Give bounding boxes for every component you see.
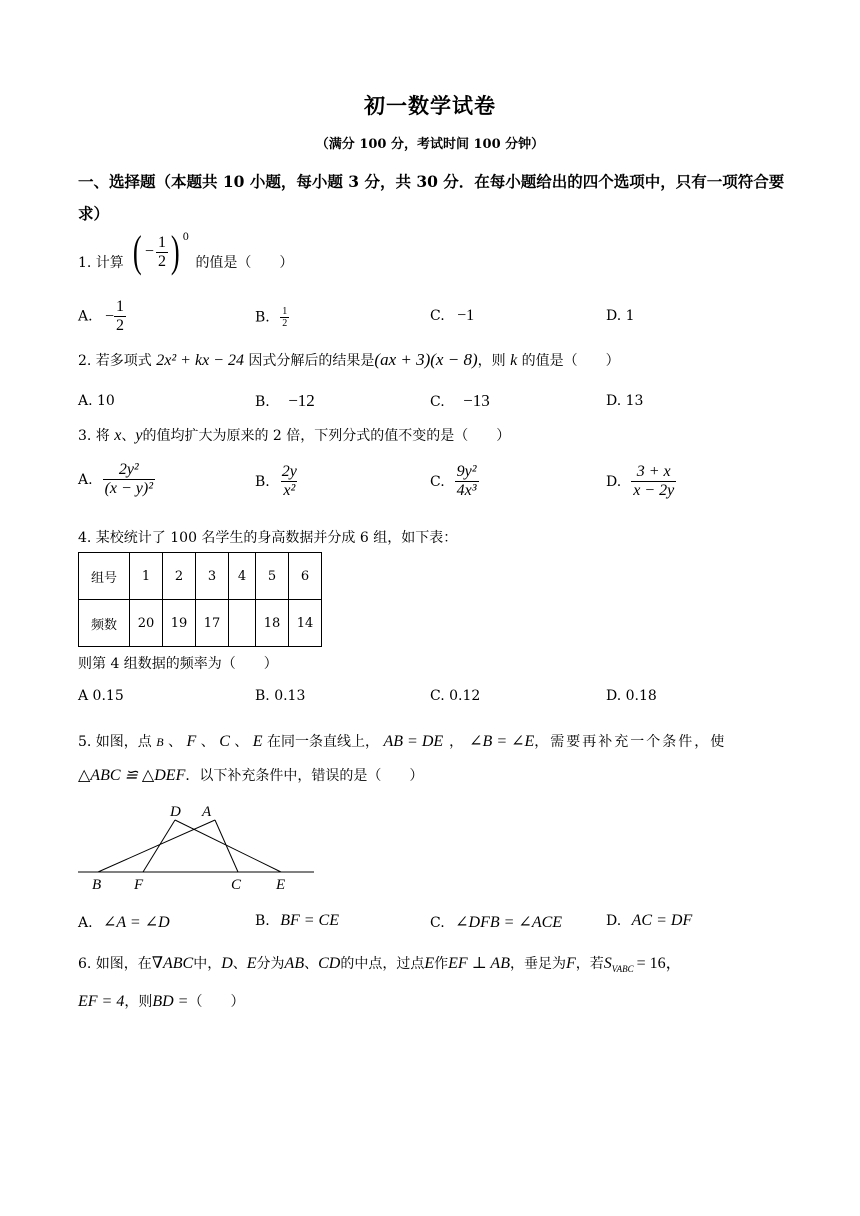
question-4: 4. 某校统计了 100 名学生的身高数据并分成 6 组，如下表：	[78, 530, 458, 546]
label-f: F	[134, 877, 144, 893]
question-1-suffix: 的值是（ ）	[195, 255, 294, 271]
option-label: B.	[255, 473, 270, 490]
q2-c-value: −13	[463, 391, 490, 410]
q6-prefix: 6. 如图，在	[78, 956, 152, 972]
q5-point-c: C	[219, 733, 230, 750]
option-label: C.	[430, 473, 445, 490]
option-label: A.	[78, 308, 93, 325]
q6-sep: 、	[232, 956, 247, 972]
q5-point-e: E	[252, 733, 263, 750]
q1-option-b	[255, 306, 289, 329]
option-label: A.	[78, 915, 93, 931]
q1-expr-numerator: 1	[157, 233, 166, 251]
page-subtitle: （满分 100 分，考试时间 100 分钟）	[315, 137, 545, 152]
q1-option-a: A. − $\frac{1}{2}$	[78, 298, 125, 334]
q6-point-d: D	[221, 955, 233, 972]
table-cell: 5	[256, 553, 289, 600]
q6-point-f: F	[565, 955, 576, 972]
q3-c-numerator: 9y²	[456, 463, 477, 480]
question-5-line-2	[78, 765, 423, 785]
q6-triangle: ∇ABC	[151, 955, 194, 972]
q3-a-denominator: (x − y)²	[104, 480, 154, 497]
q3-y: y	[135, 427, 143, 444]
q3-option-c	[430, 463, 479, 500]
q5-condition-1: AB = DE	[383, 733, 444, 750]
q5-d-value: AC = DF	[631, 912, 693, 929]
question-3-suffix: 的值均扩大为原来的 2 倍，下列分式的值不变的是（ ）	[142, 428, 511, 444]
q2-k: k	[510, 352, 518, 369]
q5-b-value: BF = CE	[280, 912, 339, 929]
table-cell: 18	[256, 600, 289, 647]
q6-cd: CD	[318, 955, 341, 972]
table-cell: 2	[163, 553, 196, 600]
table-cell: 4	[229, 553, 256, 600]
q3-a-numerator: 2y²	[118, 461, 139, 478]
question-1-expression: ( − $\frac{1}{2}$ ) $^0$	[133, 227, 189, 276]
table-cell: 6	[289, 553, 322, 600]
q3-option-d	[606, 463, 676, 500]
q6-then: ，则	[124, 994, 153, 1010]
q6-draw: 作	[434, 956, 449, 972]
q6-mid: 的中点，过点	[340, 956, 425, 972]
table-row	[79, 553, 322, 600]
segment-ac	[215, 820, 238, 872]
q6-if: ，若	[575, 956, 604, 972]
frequency-table	[78, 552, 322, 647]
q6-ab: AB	[284, 955, 305, 972]
question-1-prefix: 1. 计算	[78, 255, 124, 271]
q4-option-b: B. 0.13	[255, 688, 306, 704]
label-c: C	[231, 877, 242, 893]
q6-area-value: = 16，	[636, 955, 682, 972]
q3-x: x	[114, 427, 122, 444]
table-cell: 19	[163, 600, 196, 647]
q5-line2-suffix: ．以下补充条件中，错误的是（ ）	[185, 768, 424, 784]
q5-sep: 、	[200, 734, 215, 750]
q3-b-denominator: x²	[283, 482, 296, 499]
q5-option-c	[430, 912, 562, 932]
q3-separator: 、	[121, 428, 136, 444]
question-2-then: ，则	[477, 353, 506, 369]
q5-condition-2: ∠B = ∠E	[469, 733, 535, 750]
q5-c-value: ∠DFB = ∠ACE	[455, 914, 563, 931]
q1-c-value: −1	[457, 307, 475, 324]
question-6-line-2	[78, 991, 244, 1011]
label-b: B	[92, 877, 102, 893]
q5-comma: ，	[449, 734, 464, 750]
q5-mid: 在同一条直线上，	[267, 734, 380, 750]
q3-b-numerator: 2y	[281, 463, 297, 480]
q2-option-c	[430, 391, 490, 411]
question-3	[78, 425, 510, 445]
q2-option-b	[255, 391, 315, 411]
q3-option-b	[255, 463, 299, 500]
q1-b-denominator: 2	[282, 318, 288, 329]
table-cell: 3	[196, 553, 229, 600]
q1-option-d: D. 1	[606, 308, 635, 324]
option-label: D.	[606, 913, 622, 929]
q5-sep: 、	[234, 734, 249, 750]
q5-prefix: 5. 如图，点	[78, 734, 152, 750]
q1-expr-denominator: 2	[157, 252, 166, 270]
option-label: C.	[430, 394, 445, 410]
q5-point-f: F	[186, 733, 197, 750]
table-header-frequency: 频数	[79, 600, 130, 647]
q6-sep: 、	[304, 956, 319, 972]
option-label: D.	[606, 473, 622, 490]
table-cell: 17	[196, 600, 229, 647]
q2-option-a: A. 10	[78, 393, 115, 409]
question-2-suffix: 的值是（ ）	[521, 353, 620, 369]
q4-option-a: A 0.15	[78, 688, 124, 704]
q5-option-a	[78, 912, 170, 932]
q6-foot: ，垂足为	[509, 956, 566, 972]
q2-option-d: D. 13	[606, 393, 644, 409]
q5-point-b: B	[156, 735, 164, 749]
question-2	[78, 350, 620, 370]
q6-are: 分为	[256, 956, 285, 972]
q6-in: 中，	[193, 956, 222, 972]
question-6-line-1	[78, 950, 682, 974]
table-header-group: 组号	[79, 553, 130, 600]
q1-exponent: 0	[182, 232, 189, 243]
option-label: B.	[255, 309, 270, 326]
q6-perpendicular: EF ⊥ AB	[448, 955, 510, 972]
table-cell: 1	[130, 553, 163, 600]
q2-polynomial: 2x² + kx − 24	[156, 352, 244, 369]
q3-c-denominator: 4x³	[456, 482, 477, 499]
q2-b-value: −12	[288, 391, 315, 410]
q3-d-denominator: x − 2y	[633, 482, 675, 499]
table-cell: 20	[130, 600, 163, 647]
label-a: A	[202, 804, 212, 820]
q5-sep: 、	[168, 734, 183, 750]
question-4-ask: 则第 4 组数据的频率为（ ）	[78, 656, 278, 672]
q5-a-value: ∠A = ∠D	[103, 914, 170, 931]
table-cell	[229, 600, 256, 647]
question-5-line-1	[78, 731, 783, 751]
q6-bd: BD =	[152, 993, 189, 1010]
q1-a-denominator: 2	[116, 317, 125, 334]
question-3-prefix: 3. 将	[78, 428, 110, 444]
option-label: B.	[255, 394, 270, 410]
q6-area-s: S	[603, 955, 612, 972]
q3-d-numerator: 3 + x	[636, 463, 671, 480]
option-label: C.	[430, 915, 445, 931]
q6-point-e2: E	[424, 955, 435, 972]
question-2-prefix: 2. 若多项式	[78, 353, 152, 369]
question-2-mid: 因式分解后的结果是	[248, 353, 375, 369]
q4-option-c: C. 0.12	[430, 688, 481, 704]
q5-congruence: △ABC ≌ △DEF	[78, 767, 186, 784]
q4-option-d: D. 0.18	[606, 688, 657, 704]
q1-option-c	[430, 307, 474, 325]
label-d: D	[170, 804, 181, 820]
q5-option-b	[255, 912, 339, 930]
segment-df	[143, 820, 175, 872]
table-cell: 14	[289, 600, 322, 647]
page-title: 初一数学试卷	[364, 93, 496, 118]
q1-b-numerator: 1	[282, 306, 288, 317]
section-heading: 一、选择题（本题共 10 小题，每小题 3 分，共 30 分．在每小题给出的四个选项中，只有一项符合要求）	[78, 172, 785, 223]
q6-ef-value: EF = 4	[78, 993, 125, 1010]
q2-factors: (ax + 3)(x − 8)	[374, 350, 478, 369]
q5-option-d	[606, 912, 692, 930]
option-label: A.	[78, 471, 93, 488]
q6-point-e: E	[246, 955, 257, 972]
q3-option-a	[78, 461, 155, 498]
q5-suffix: ，需要再补充一个条件，使	[534, 734, 727, 750]
q5-figure	[76, 800, 316, 895]
segment-de	[175, 820, 281, 872]
label-e: E	[276, 877, 286, 893]
segment-ba	[98, 820, 215, 872]
table-row	[79, 600, 322, 647]
q1-a-numerator: 1	[116, 298, 125, 315]
q6-area-subscript: VABC	[611, 963, 634, 974]
question-1	[78, 227, 294, 276]
option-label: B.	[255, 913, 270, 929]
option-label: C.	[430, 308, 445, 324]
q6-suffix: （ ）	[188, 994, 245, 1010]
